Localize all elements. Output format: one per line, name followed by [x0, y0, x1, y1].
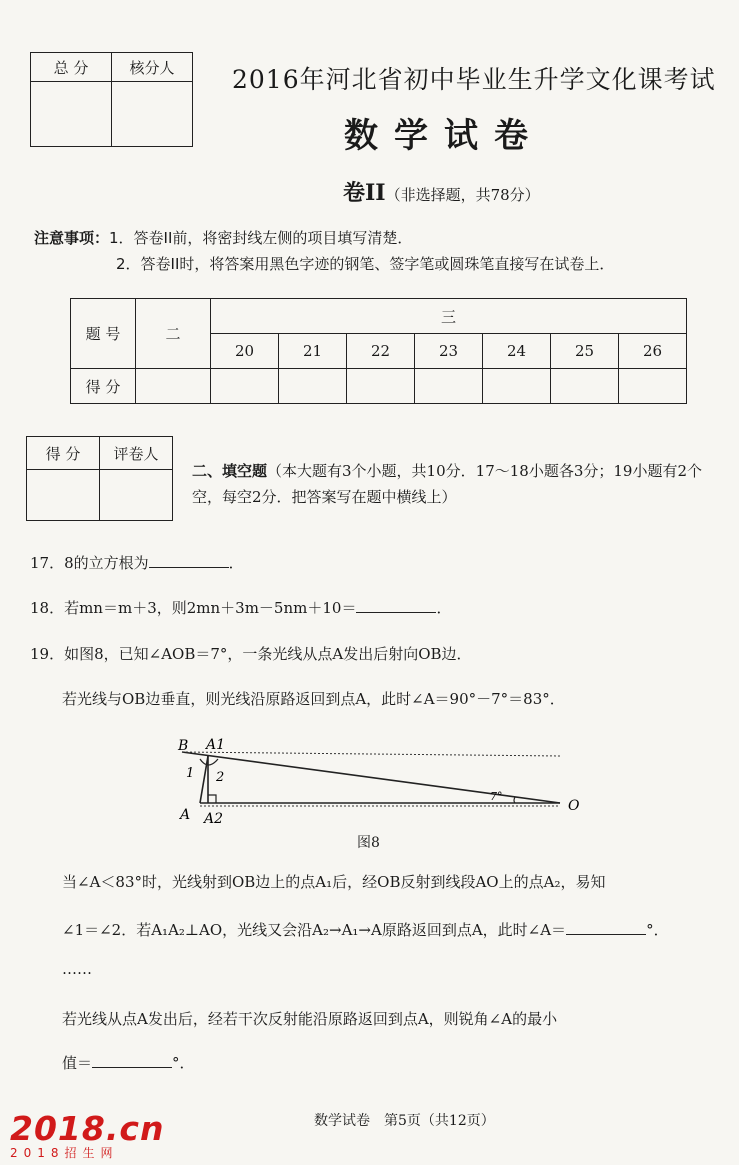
question-number-cell: 21: [279, 334, 347, 369]
score-cell[interactable]: [551, 369, 619, 404]
q18-answer-blank[interactable]: [356, 598, 436, 613]
grader-score-label: 得 分: [27, 437, 100, 470]
label-a: A: [180, 807, 191, 823]
q17-answer-blank[interactable]: [149, 553, 229, 568]
q18-text: 18．若mn＝m＋3，则2mn＋3m－5nm＋10＝: [30, 599, 357, 617]
q17-text: 17．8的立方根为: [30, 554, 149, 572]
ob-hatching: [182, 752, 560, 756]
notice-item-1: 1．答卷II前，将密封线左侧的项目填写清楚．: [109, 229, 413, 247]
grader-name-label: 评卷人: [100, 437, 173, 470]
q19-ellipsis: ……: [62, 960, 92, 978]
grader-box: [26, 436, 173, 521]
q19-answer-blank-2[interactable]: [92, 1053, 172, 1068]
question-17: [30, 552, 244, 573]
q19-line-6: [62, 1052, 195, 1073]
angle-arc-o: [514, 797, 515, 803]
paper-note: （非选择题，共78分）: [385, 186, 540, 204]
q19-line-4: [62, 919, 669, 940]
section-heading: [192, 458, 712, 510]
watermark-logo: [10, 1109, 165, 1160]
q17-end: ．: [228, 554, 244, 572]
paper-number: 卷II: [343, 180, 386, 206]
score-cell[interactable]: [619, 369, 687, 404]
q19-line-3: 当∠A＜83°时，光线射到OB边上的点A₁后，经OB反射到线段AO上的点A₂，易知: [62, 873, 606, 891]
question-18: [30, 597, 451, 618]
section-3-header: 三: [211, 299, 687, 334]
paper-label: [343, 176, 540, 207]
q19-line-6-end: °．: [172, 1054, 195, 1072]
notice-item-2: 2．答卷II时，将答案用黑色字迹的钢笔、签字笔或圆珠笔直接写在试卷上．: [116, 255, 615, 273]
q19-line-2: 若光线与OB边垂直，则光线沿原路返回到点A，此时∠A＝90°－7°＝83°．: [62, 690, 565, 708]
question-number-cell: 20: [211, 334, 279, 369]
score-cell[interactable]: [211, 369, 279, 404]
total-score-label: 总 分: [31, 53, 112, 82]
score-cell[interactable]: [347, 369, 415, 404]
label-b: B: [178, 738, 189, 754]
q19-line-1: 19．如图8，已知∠AOB＝7°，一条光线从点A发出后射向OB边．: [30, 645, 472, 663]
score-cell[interactable]: [136, 369, 211, 404]
checker-cell[interactable]: [112, 82, 193, 147]
question-number-cell: 23: [415, 334, 483, 369]
score-cell[interactable]: [483, 369, 551, 404]
notice-label: 注意事项：: [34, 229, 110, 247]
question-number-cell: 26: [619, 334, 687, 369]
grader-score-cell[interactable]: [27, 470, 100, 521]
section-2-header: 二: [136, 299, 211, 369]
right-angle-mark: [208, 795, 216, 803]
question-number-label: 题 号: [71, 299, 136, 369]
page-footer: 数学试卷 第5页（共12页）: [314, 1113, 495, 1129]
q19-line-5: 若光线从点A发出后，经若干次反射能沿原路返回到点A，则锐角∠A的最小: [62, 1010, 558, 1028]
subject-title: 数学试卷: [344, 116, 544, 156]
q18-end: ．: [436, 599, 452, 617]
figure-caption: 图8: [357, 835, 380, 851]
watermark-logo-text: 2018.cn: [10, 1109, 165, 1148]
checker-label: 核分人: [112, 53, 193, 82]
q19-line-4-end: °．: [646, 921, 669, 939]
q19-line-6-text: 值＝: [62, 1054, 93, 1072]
score-table: [70, 298, 687, 404]
figure-8: [170, 735, 590, 830]
q19-answer-blank-1[interactable]: [566, 920, 646, 935]
label-a2: A2: [204, 811, 224, 827]
notice: [34, 225, 614, 277]
question-number-cell: 25: [551, 334, 619, 369]
grader-name-cell[interactable]: [100, 470, 173, 521]
label-angle-2: 2: [216, 770, 225, 785]
label-a1: A1: [206, 737, 226, 753]
section-description: （本大题有3个小题，共10分．17～18小题各3分；19小题有2个空，每空2分．把答案写在题中横线上）: [192, 462, 702, 506]
question-number-cell: 22: [347, 334, 415, 369]
q19-line-4-text: ∠1＝∠2．若A₁A₂⊥AO，光线又会沿A₂→A₁→A原路返回到点A，此时∠A＝: [62, 921, 567, 939]
score-cell[interactable]: [279, 369, 347, 404]
score-row-label: 得 分: [71, 369, 136, 404]
label-angle-o: 7°: [490, 790, 503, 803]
ray-ob: [182, 752, 560, 803]
label-o: O: [568, 798, 580, 814]
angle-arc-a1: [200, 759, 218, 765]
score-cell[interactable]: [415, 369, 483, 404]
section-title: 二、填空题: [192, 462, 268, 480]
question-number-cell: 24: [483, 334, 551, 369]
total-score-box: [30, 52, 193, 147]
exam-title: 2016年河北省初中毕业生升学文化课考试: [232, 65, 716, 94]
watermark-subtitle: 2018招生网: [10, 1146, 119, 1160]
label-angle-1: 1: [186, 766, 195, 781]
total-score-cell[interactable]: [31, 82, 112, 147]
